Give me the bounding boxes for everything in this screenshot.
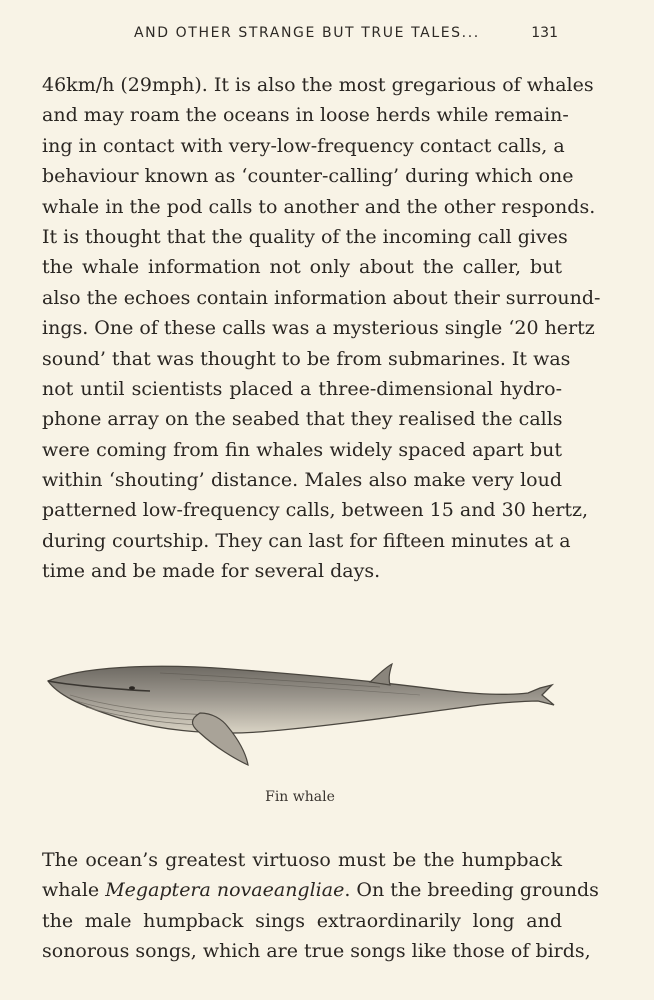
running-head — [0, 25, 654, 49]
text-line: and may roam the oceans in loose herds while remain- — [42, 104, 569, 127]
figure-caption: Fin whale — [265, 789, 335, 805]
text-fragment: . On the breeding grounds — [344, 879, 599, 902]
paragraph-humpback — [42, 845, 599, 967]
text-line: sonorous songs, which are true songs like those of birds, — [42, 940, 591, 963]
text-line-with-species — [42, 875, 599, 905]
fin-whale-drawing — [40, 655, 560, 775]
page-number: 131 — [531, 25, 558, 41]
text-line: time and be made for several days. — [42, 560, 381, 583]
text-line: ings. One of these calls was a mysterious single ‘20 hertz — [42, 317, 595, 340]
text-line: not until scientists placed a three-dimensional hydro- — [42, 377, 562, 400]
fin-whale-illustration — [40, 655, 560, 775]
text-line: 46km/h (29mph). It is also the most gregarious of whales — [42, 74, 594, 96]
species-name: Megaptera novaeangliae — [105, 879, 345, 902]
text-line: also the echoes contain information about their surround- — [42, 286, 601, 309]
text-line: during courtship. They can last for fifteen minutes at a — [42, 529, 571, 552]
text-line: the whale information not only about the caller, but — [42, 256, 562, 279]
text-line: behaviour known as ‘counter-calling’ during which one — [42, 165, 574, 188]
text-line: phone array on the seabed that they realised the calls — [42, 408, 563, 431]
text-line: whale in the pod calls to another and the other responds. — [42, 195, 596, 218]
text-line: The ocean’s greatest virtuoso must be the humpback — [42, 849, 562, 871]
text-line: were coming from fin whales widely spaced apart but — [42, 438, 562, 461]
paragraph-fin-whale-calls — [42, 70, 601, 587]
text-fragment: whale — [42, 879, 106, 902]
text-line: within ‘shouting’ distance. Males also make very loud — [42, 469, 562, 492]
text-line: ing in contact with very-low-frequency contact calls, a — [42, 134, 565, 157]
text-line: It is thought that the quality of the incoming call gives — [42, 225, 568, 248]
text-line: patterned low-frequency calls, between 15 and 30 hertz, — [42, 499, 589, 522]
text-line: the male humpback sings extraordinarily long and — [42, 909, 562, 932]
text-line: sound’ that was thought to be from submarines. It was — [42, 347, 571, 370]
running-title: AND OTHER STRANGE BUT TRUE TALES... — [134, 25, 480, 41]
